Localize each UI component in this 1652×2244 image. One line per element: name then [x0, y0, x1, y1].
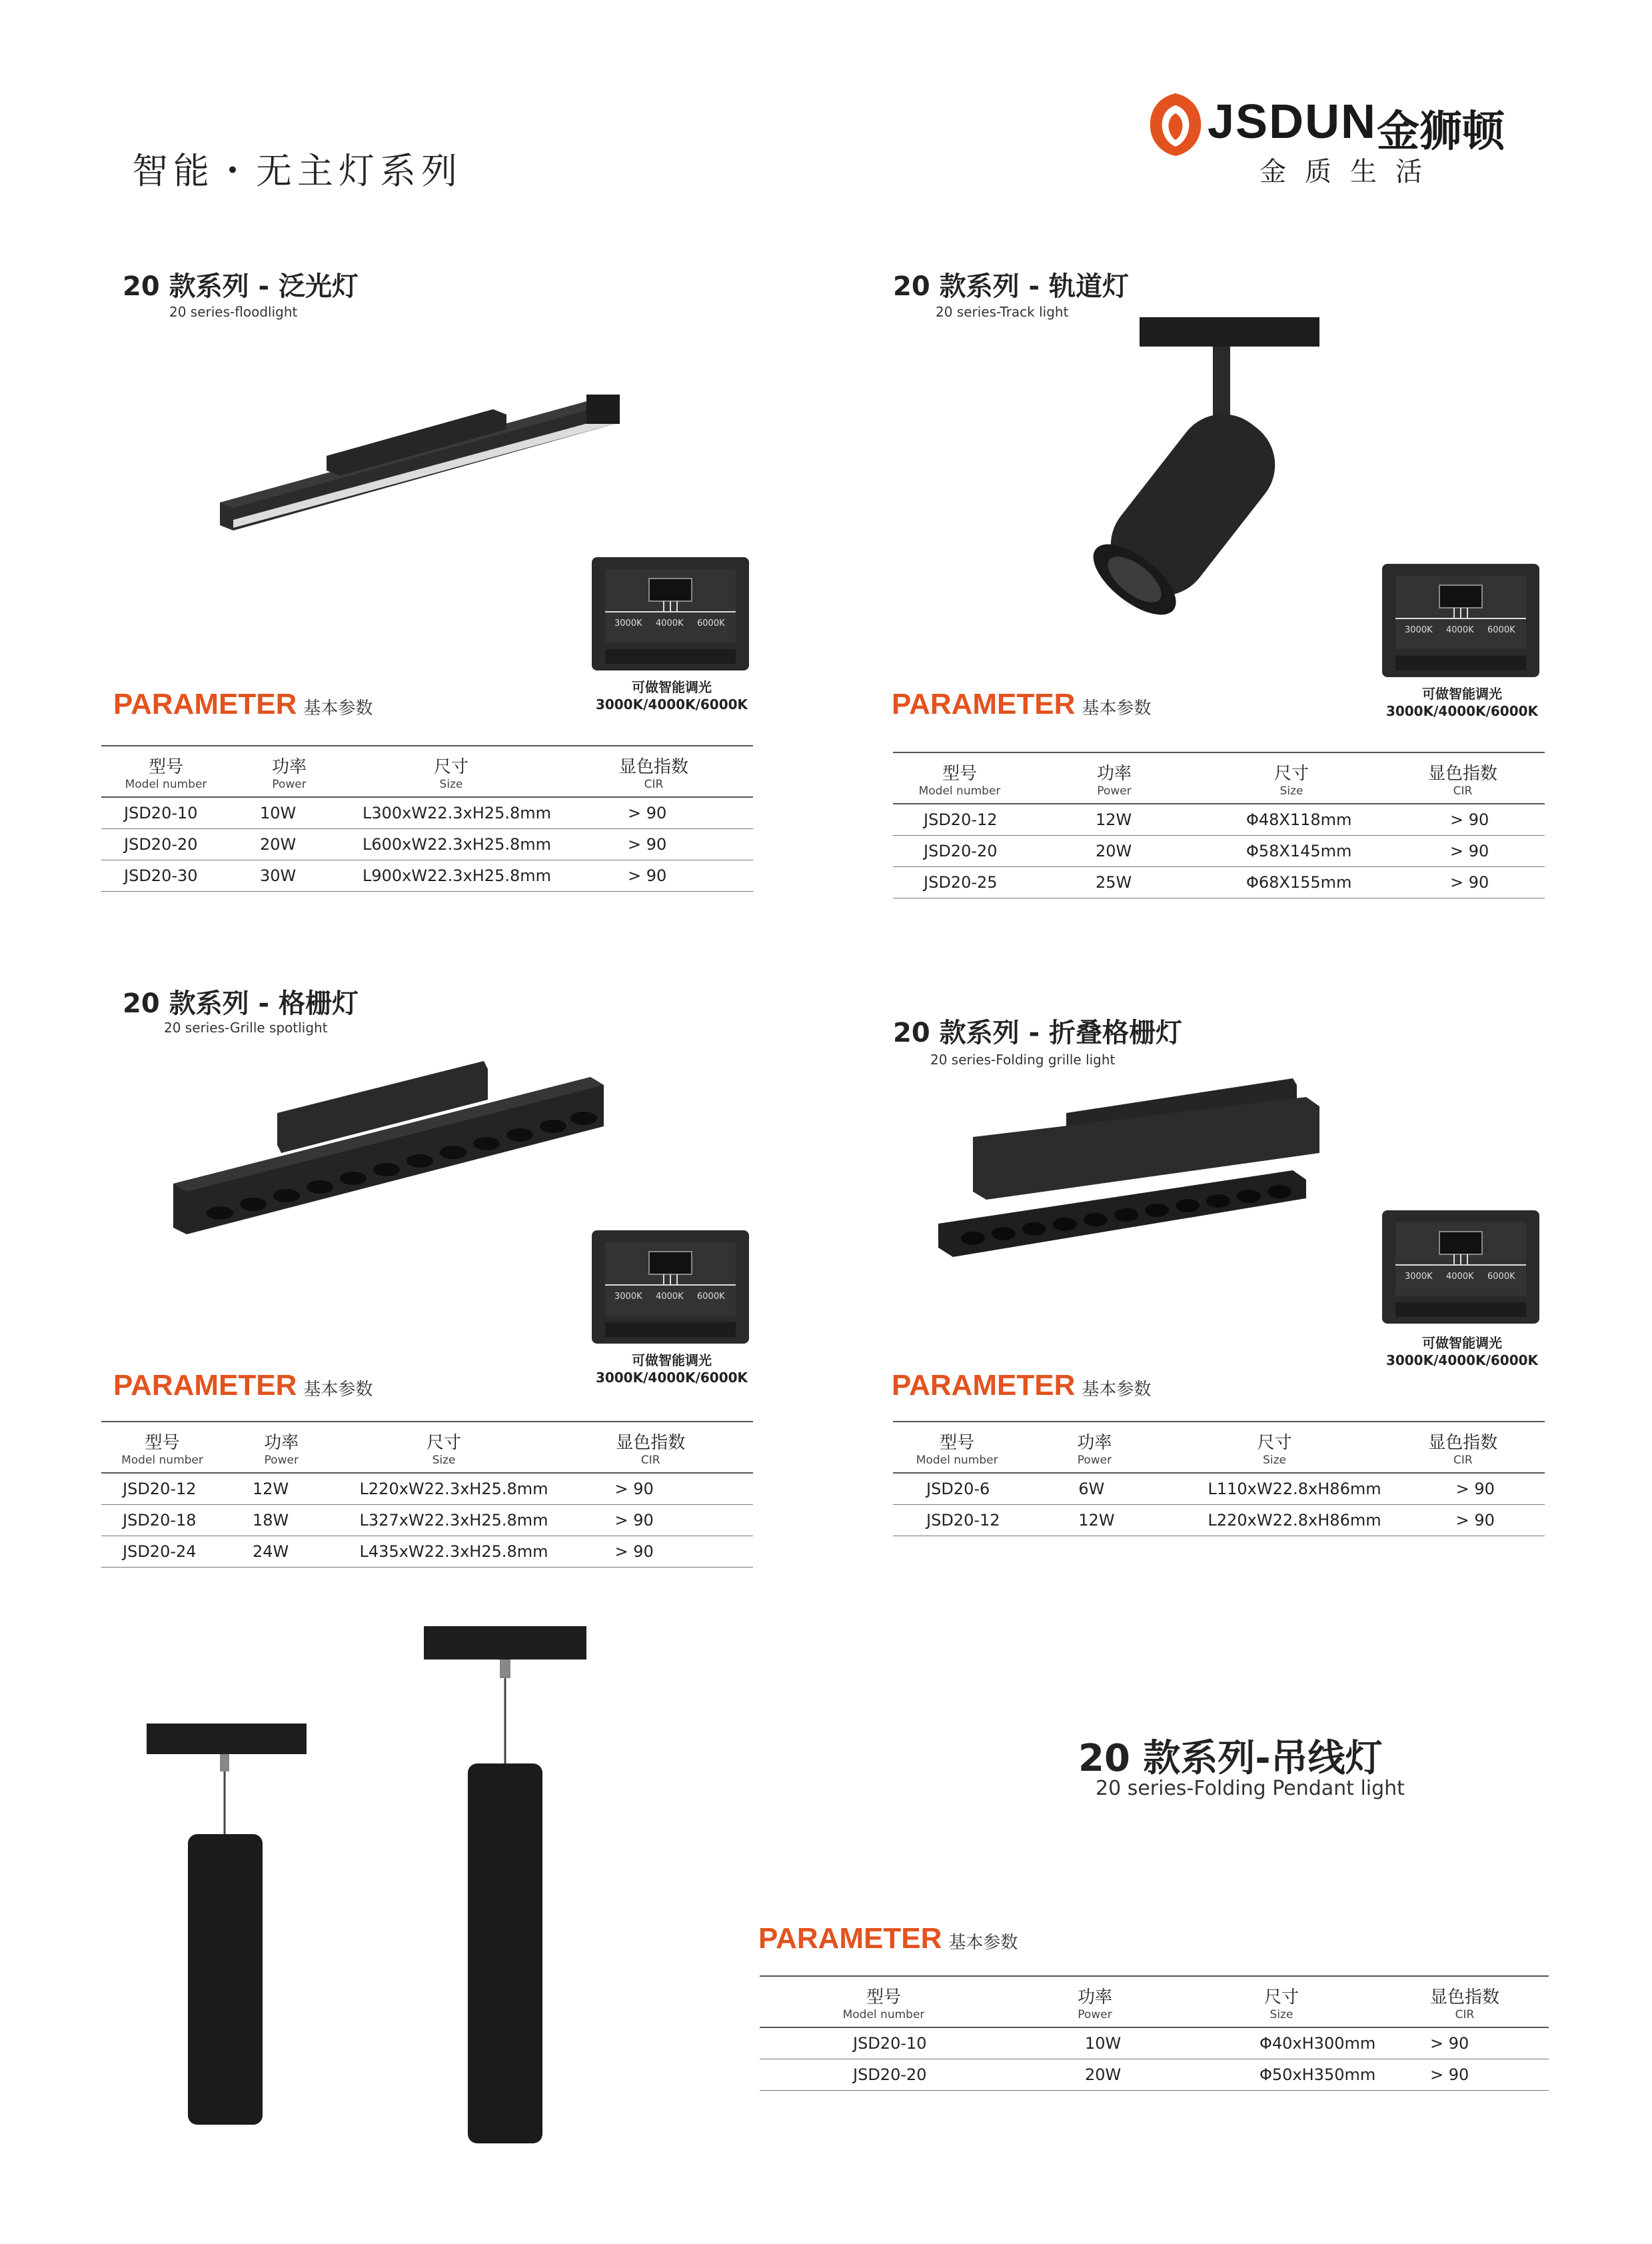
tick-6000k: 6000K — [1487, 1272, 1515, 1282]
pendant-light-long-product-image — [421, 1620, 594, 2153]
section-subtitle-grille-spotlight: 20 series-Grille spotlight — [164, 1020, 328, 1036]
table-row: JSD20-10 10W Φ40xH300mm > 90 — [760, 2027, 1549, 2059]
table-row: JSD20-6 6W L110xW22.8xH86mm > 90 — [893, 1473, 1545, 1505]
column-header: 显色指数 CIR — [1381, 752, 1545, 804]
dimming-caption-line2: 3000K/4000K/6000K — [595, 1370, 748, 1386]
parameter-label: PARAMETER — [113, 1369, 297, 1402]
tick-3000k: 3000K — [1405, 625, 1433, 635]
table-header-row — [893, 1422, 1545, 1473]
column-header: 功率 Power — [1008, 1976, 1182, 2027]
column-header: 功率 Power — [1021, 1422, 1168, 1473]
column-header: 尺寸 Size — [340, 1422, 548, 1473]
tick-6000k: 6000K — [1487, 625, 1515, 635]
table-row: JSD20-20 20W Φ50xH350mm > 90 — [760, 2059, 1549, 2091]
table-row: JSD20-10 10W L300xW22.3xH25.8mm > 90 — [101, 797, 753, 829]
grille-spotlight-product-image — [171, 1053, 610, 1246]
tick-4000k: 4000K — [1446, 625, 1474, 635]
brand-name-cn: 金狮顿 — [1377, 107, 1505, 157]
dimming-switch-image — [1382, 564, 1539, 677]
dimming-caption-line1: 可做智能调光 — [632, 679, 712, 695]
parameter-label-cn: 基本参数 — [1082, 1379, 1152, 1399]
dimming-caption-line1: 可做智能调光 — [1422, 1335, 1502, 1351]
column-header: 显色指数 CIR — [1381, 1976, 1549, 2027]
section-title-folding-grille-light: 20 款系列 - 折叠格栅灯 — [893, 1018, 1183, 1048]
brand-name: JSDUN — [1208, 95, 1377, 149]
column-header: 型号 Model number — [101, 746, 231, 797]
parameter-label: PARAMETER — [892, 1369, 1076, 1402]
table-row: JSD20-12 12W Φ48X118mm > 90 — [893, 804, 1545, 836]
table-row: JSD20-12 12W L220xW22.3xH25.8mm > 90 — [101, 1473, 753, 1505]
column-header: 功率 Power — [223, 1422, 340, 1473]
table-row: JSD20-30 30W L900xW22.3xH25.8mm > 90 — [101, 860, 753, 892]
folding-grille-light-product-image — [933, 1073, 1333, 1273]
tick-6000k: 6000K — [697, 618, 725, 628]
tick-6000k: 6000K — [697, 1292, 725, 1302]
column-header: 型号 Model number — [893, 752, 1026, 804]
section-title-track-light: 20 款系列 - 轨道灯 — [893, 271, 1130, 302]
column-header: 尺寸 Size — [1202, 752, 1381, 804]
column-header: 显色指数 CIR — [554, 746, 753, 797]
spec-table-pendant-light — [760, 1975, 1549, 2091]
dimming-caption-line2: 3000K/4000K/6000K — [1385, 1352, 1539, 1368]
spec-table-floodlight — [101, 745, 753, 892]
parameter-heading — [113, 1369, 373, 1402]
dimming-caption-line2: 3000K/4000K/6000K — [595, 696, 748, 712]
dimming-switch-image — [1382, 1210, 1539, 1324]
dimming-caption — [1383, 685, 1541, 720]
table-row: JSD20-12 12W L220xW22.8xH86mm > 90 — [893, 1505, 1545, 1536]
spec-table-folding-grille-light — [893, 1421, 1545, 1536]
section-title-pendant-light: 20 款系列-吊线灯 — [1078, 1737, 1383, 1780]
parameter-label-cn: 基本参数 — [303, 698, 373, 718]
table-row: JSD20-24 24W L435xW22.3xH25.8mm > 90 — [101, 1536, 753, 1568]
parameter-heading — [758, 1922, 1018, 1955]
parameter-heading — [892, 688, 1151, 721]
column-header: 型号 Model number — [893, 1422, 1021, 1473]
parameter-heading — [892, 1369, 1151, 1402]
dimming-caption — [593, 678, 750, 713]
column-header: 显色指数 CIR — [1381, 1422, 1545, 1473]
tick-3000k: 3000K — [1405, 1272, 1433, 1282]
tick-4000k: 4000K — [1446, 1272, 1474, 1282]
parameter-label-cn: 基本参数 — [303, 1379, 373, 1399]
column-header: 功率 Power — [1026, 752, 1202, 804]
pendant-light-short-product-image — [144, 1605, 311, 2138]
parameter-label: PARAMETER — [892, 688, 1076, 720]
parameter-label: PARAMETER — [758, 1922, 942, 1955]
brand-slogan: 金质生活 — [1259, 157, 1441, 187]
tick-3000k: 3000K — [614, 618, 642, 628]
parameter-label: PARAMETER — [113, 688, 297, 720]
section-title-floodlight: 20 款系列 - 泛光灯 — [123, 271, 359, 302]
column-header: 型号 Model number — [101, 1422, 223, 1473]
tick-4000k: 4000K — [656, 618, 684, 628]
parameter-heading — [113, 688, 373, 721]
table-header-row — [101, 1422, 753, 1473]
dimming-caption-line1: 可做智能调光 — [632, 1352, 712, 1368]
table-row: JSD20-20 20W Φ58X145mm > 90 — [893, 836, 1545, 867]
dimming-caption-line2: 3000K/4000K/6000K — [1385, 703, 1539, 719]
section-subtitle-floodlight: 20 series-floodlight — [169, 304, 298, 320]
table-row: JSD20-25 25W Φ68X155mm > 90 — [893, 867, 1545, 898]
column-header: 显色指数 CIR — [548, 1422, 753, 1473]
column-header: 尺寸 Size — [348, 746, 554, 797]
page-title: 智能・无主灯系列 — [132, 150, 462, 192]
table-header-row — [760, 1976, 1549, 2027]
dimming-switch-image — [592, 1230, 749, 1344]
column-header: 尺寸 Size — [1168, 1422, 1381, 1473]
tick-4000k: 4000K — [656, 1292, 684, 1302]
dimming-caption — [593, 1352, 750, 1386]
table-row: JSD20-18 18W L327xW22.3xH25.8mm > 90 — [101, 1505, 753, 1536]
dimming-caption — [1383, 1334, 1541, 1369]
table-row: JSD20-20 20W L600xW22.3xH25.8mm > 90 — [101, 829, 753, 860]
section-subtitle-folding-grille-light: 20 series-Folding grille light — [930, 1052, 1116, 1068]
section-subtitle-track-light: 20 series-Track light — [936, 304, 1069, 320]
table-header-row — [101, 746, 753, 797]
column-header: 型号 Model number — [760, 1976, 1008, 2027]
section-subtitle-pendant-light: 20 series-Folding Pendant light — [1096, 1777, 1405, 1800]
track-light-product-image — [1093, 313, 1319, 633]
column-header: 功率 Power — [231, 746, 348, 797]
spec-table-grille-spotlight — [101, 1421, 753, 1568]
column-header: 尺寸 Size — [1182, 1976, 1381, 2027]
parameter-label-cn: 基本参数 — [948, 1932, 1018, 1952]
dimming-caption-line1: 可做智能调光 — [1422, 686, 1502, 702]
spec-table-track-light — [893, 752, 1545, 898]
tick-3000k: 3000K — [614, 1292, 642, 1302]
dimming-switch-image — [592, 557, 749, 670]
section-title-grille-spotlight: 20 款系列 - 格栅灯 — [123, 988, 359, 1019]
table-header-row — [893, 752, 1545, 804]
parameter-label-cn: 基本参数 — [1082, 698, 1152, 718]
lion-logo-icon — [1145, 91, 1206, 157]
floodlight-product-image — [213, 383, 626, 549]
